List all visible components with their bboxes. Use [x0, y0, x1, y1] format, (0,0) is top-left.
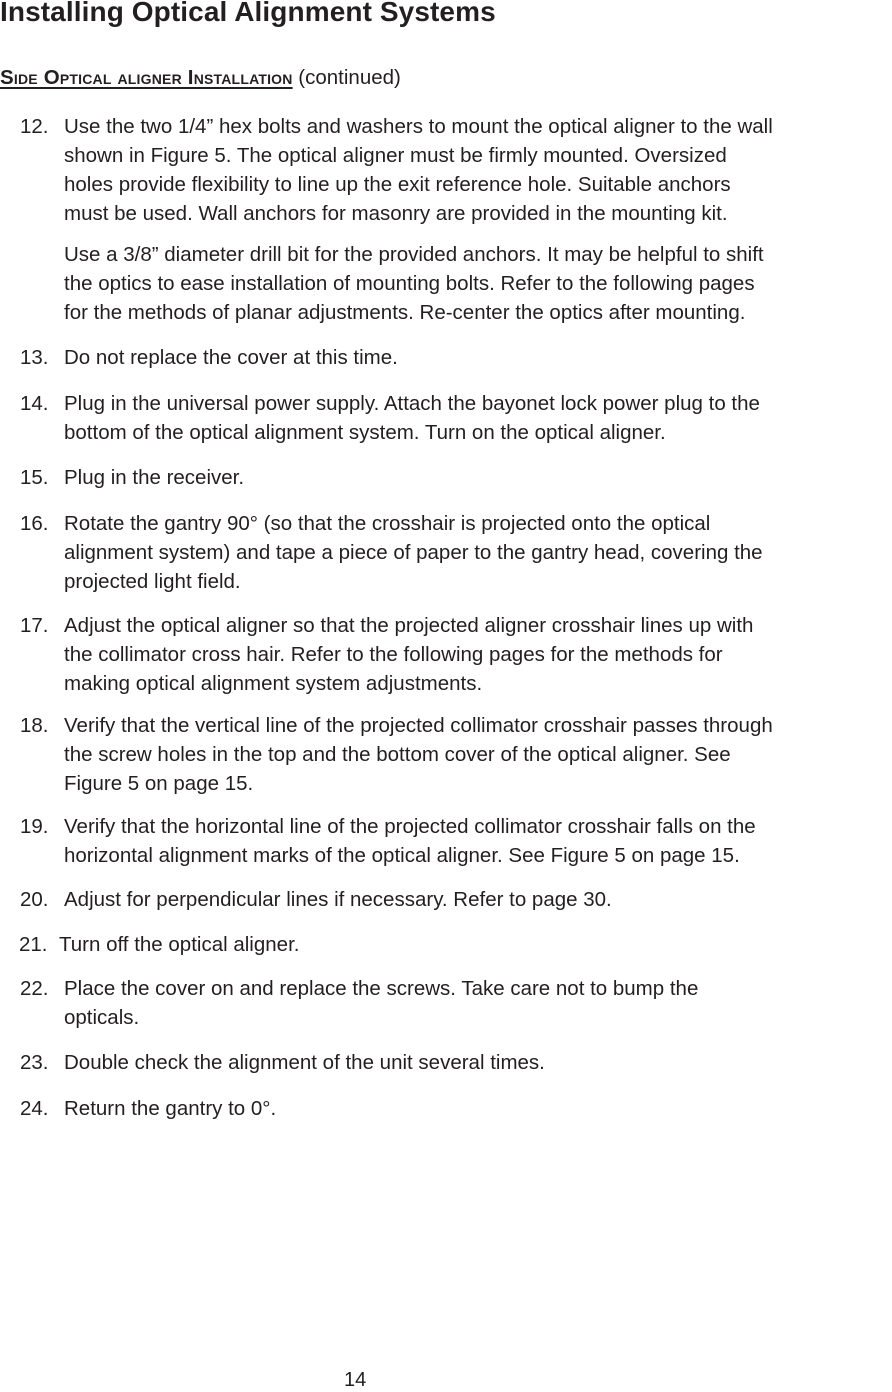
step-line: projected light field.	[64, 570, 241, 593]
step-text	[64, 343, 892, 372]
step-text	[59, 930, 891, 959]
step-text	[64, 1094, 892, 1123]
step-line: Turn off the optical aligner.	[59, 933, 300, 956]
step-text	[64, 509, 892, 596]
step-line: Use the two 1/4” hex bolts and washers to mount the optical aligner to the wall	[64, 115, 773, 138]
step-number: 22.	[20, 977, 49, 1000]
section-heading	[0, 66, 401, 90]
step-line: Plug in the receiver.	[64, 466, 245, 489]
step-number: 17.	[20, 614, 49, 637]
step-number: 12.	[20, 115, 49, 138]
step-line: Figure 5 on page 15.	[64, 772, 254, 795]
step-text	[64, 974, 892, 1032]
step-number: 14.	[20, 392, 49, 415]
step-number: 19.	[20, 815, 49, 838]
page-title: Installing Optical Alignment Systems	[0, 0, 496, 27]
step-line: the optics to ease installation of mounting bolts. Refer to the following pages	[64, 272, 755, 295]
step-line: the screw holes in the top and the bottom cover of the optical aligner. See	[64, 743, 731, 766]
step-line: Plug in the universal power supply. Attach the bayonet lock power plug to the	[64, 392, 760, 415]
step-line: Rotate the gantry 90° (so that the crosshair is projected onto the optical	[64, 512, 711, 535]
step-line: the collimator cross hair. Refer to the following pages for the methods for	[64, 643, 723, 666]
step-line: holes provide flexibility to line up the exit reference hole. Suitable anchors	[64, 173, 731, 196]
step-line: alignment system) and tape a piece of paper to the gantry head, covering the	[64, 541, 763, 564]
step-line: Verify that the horizontal line of the projected collimator crosshair falls on the	[64, 815, 756, 838]
step-number: 24.	[20, 1097, 49, 1120]
step-line: Adjust the optical aligner so that the projected aligner crosshair lines up with	[64, 614, 754, 637]
step-text	[64, 885, 892, 914]
page-number: 14	[344, 1369, 367, 1391]
step-number: 16.	[20, 512, 49, 535]
step-text	[64, 711, 892, 798]
step-number: 23.	[20, 1051, 49, 1074]
step-text	[64, 611, 892, 698]
step-number: 18.	[20, 714, 49, 737]
step-text	[64, 463, 892, 492]
step-line: shown in Figure 5. The optical aligner must be firmly mounted. Oversized	[64, 144, 727, 167]
step-text	[64, 112, 892, 327]
step-text	[64, 389, 892, 447]
step-line: Do not replace the cover at this time.	[64, 346, 398, 369]
step-number: 15.	[20, 466, 49, 489]
step-text	[64, 812, 892, 870]
step-number: 13.	[20, 346, 49, 369]
step-line: Return the gantry to 0°.	[64, 1097, 277, 1120]
step-line: for the methods of planar adjustments. Re-center the optics after mounting.	[64, 301, 746, 324]
step-line: Verify that the vertical line of the projected collimator crosshair passes through	[64, 714, 773, 737]
step-line: opticals.	[64, 1006, 140, 1029]
step-line: Use a 3/8” diameter drill bit for the provided anchors. It may be helpful to shift	[64, 243, 764, 266]
step-line: Place the cover on and replace the screws. Take care not to bump the	[64, 977, 699, 1000]
step-line: Double check the alignment of the unit several times.	[64, 1051, 545, 1074]
step-line: Adjust for perpendicular lines if necessary. Refer to page 30.	[64, 888, 612, 911]
step-line: horizontal alignment marks of the optical aligner. See Figure 5 on page 15.	[64, 844, 740, 867]
step-line: making optical alignment system adjustments.	[64, 672, 483, 695]
step-line: must be used. Wall anchors for masonry are provided in the mounting kit.	[64, 202, 728, 225]
step-line: bottom of the optical alignment system. Turn on the optical aligner.	[64, 421, 666, 444]
step-number: 20.	[20, 888, 49, 911]
step-number: 21.	[19, 933, 48, 956]
step-text	[64, 1048, 892, 1077]
section-heading-title: Side Optical aligner Installation	[0, 66, 293, 89]
section-heading-suffix: (continued)	[298, 66, 401, 89]
